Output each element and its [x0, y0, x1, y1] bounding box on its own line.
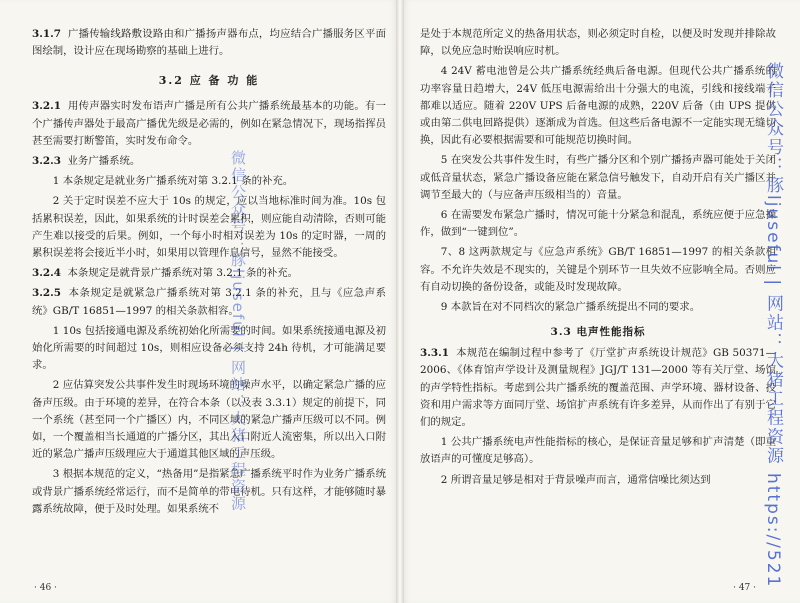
clause-3-2-3: 3.2.3 业务广播系统。	[32, 155, 141, 168]
clause-3-2-3-item-2: 2 关于定时误差不应大于 10s 的规定，应以当地标准时间为准。10s 包括累积误差，因此，如果系统的计时误差会累积，则应能自动清除，否则可能产生难以接受的后果。例如，一个每小时相对误差为 10s 的定时器，一周的累积误差将会接近半小时，如果用以管理作息信号，显然不能接受。	[32, 195, 386, 260]
clause-3-2-3-item-1: 1 本条规定是就业务广播系统对第 3.2.1 条的补充。	[52, 175, 294, 188]
clause-3-2-1: 3.2.1 用传声器实时发布语声广播是所有公共广播系统最基本的功能。有一个广播传声器处于最高广播优先级是必需的，例如在紧急情况下，现场指挥员甚至需要打断警笛，实时发布命令。	[32, 100, 386, 147]
clause-3-2-5-item-2: 2 应估算突发公共事件发生时现场环境的噪声水平，以确定紧急广播的应备声压级。由于环境的差异，在符合本条（以及表 3.3.1）规定的前提下，同一个系统（甚至同一个广播区）内，不同区域的紧急广播声压级可以不同。例如，一个覆盖相当长通道的广播分区，其出入口附近人流密集，所以出入口附近的紧急广播声压级理应大于通道其他区域的声压级。	[32, 379, 386, 461]
clause-3-2-5-item-3: 3 根据本规范的定义，“热备用”是指紧急广播系统平时作为业务广播系统或背景广播系统经常运行，而不是简单的带电待机。只有这样，才能够随时暴露系统故障，便于及时处理。如果系统不	[32, 468, 386, 515]
clause-3-2-5-item-9: 9 本款旨在对不同档次的紧急广播系统提出不同的要求。	[440, 301, 701, 314]
clause-3-2-4: 3.2.4 本条规定是就背景广播系统对第 3.2.1 条的补充。	[32, 267, 299, 280]
clause-3-2-5-item-5: 5 在突发公共事件发生时，有些广播分区和个别广播扬声器可能处于关闭或低音量状态，紧急广播设备应能在紧急信号触发下，自动开启有关广播区并调节至最大的（与应备声压级相当的）音量。	[420, 154, 776, 201]
clause-3-2-5-item-6: 6 在需要发布紧急广播时，情况可能十分紧急和混乱，系统应便于应急操作，做到“一键到位”。	[420, 209, 776, 239]
watermark-right: 微信公众号：豚ljuseful | 网站：大猪工程资源 https://521	[763, 62, 783, 589]
clause-3-3-1: 3.3.1 本规范在编制过程中参考了《厅堂扩声系统设计规范》GB 50371—2006、《体育馆声学设计及测量规程》JGJ/T 131—2000 等有关厅堂、场馆的声学特性指标。考虑到公共广播系统的覆盖范围、声学环境、器材设备、投资和用户需求等方面同厅堂、场馆扩声系统有许多差异，从而作出了有别于它们的规定。	[420, 347, 776, 429]
clause-3-3-1-item-1: 1 公共广播系统电声性能指标的核心，是保证音量足够和扩声清楚（即重放语声的可懂度足够高）。	[420, 436, 776, 466]
clause-3-3-1-item-2: 2 所谓音量足够是相对于背景噪声而言，通常信噪比须达到	[440, 473, 711, 486]
clause-3-2-5-item-7-8: 7、8 这两款规定与《应急声系统》GB/T 16851—1997 的相关条款相容。不允许失效是不现实的，关键是个别环节一旦失效不应影响全局。否则应有自动切换的备份设备，或能及时发现故障。	[420, 246, 776, 293]
page-number-right: · 47 ·	[733, 583, 756, 593]
clause-3-2-5-item-4: 4 24V 蓄电池曾是公共广播系统经典后备电源。但现代公共广播系统的功率容量日趋增大，24V 低压电源需给出十分强大的电流，引线和接线端子都难以适应。随着 220V UPS 后备电源的成熟，220V 后备（由 UPS 提供或由第二供电回路提供）逐渐成为首选。但这些后备电源不一定能实现无缝切换，因此有必要根据需要和可能规范切换时间。	[420, 65, 776, 147]
clause-3-2-5-item-1: 1 10s 包括接通电源及系统初始化所需要的时间。如果系统接通电源及初始化所需要的时间超过 10s，则相应设备必须支持 24h 待机，才可能满足要求。	[32, 324, 386, 372]
watermark-center: 微信公众号：豚ljuseful | 网站：大猪工程资源	[229, 150, 247, 513]
book-gutter	[396, 0, 404, 603]
section-heading-3-3: 3.3 电声性能指标	[550, 326, 646, 339]
section-heading-3-2: 3.2 应 备 功 能	[158, 74, 260, 88]
page-number-left: · 46 ·	[34, 583, 57, 593]
clause-3-1-7: 3.1.7 广播传输线路敷设路由和广播扬声器布点，均应结合广播服务区平面图绘制，设计应在现场勘察的基础上进行。	[32, 28, 386, 58]
right-page	[400, 0, 800, 603]
continued-paragraph: 是处于本规范所定义的热备用状态，则必须定时自检，以便及时发现并排除故障，以免应急时贻误响应时机。	[420, 28, 776, 58]
clause-3-2-5: 3.2.5 本条规定是就紧急广播系统对第 3.2.1 条的补充，且与《应急声系统》GB/T 16851—1997 的相关条款相容。	[32, 287, 387, 317]
